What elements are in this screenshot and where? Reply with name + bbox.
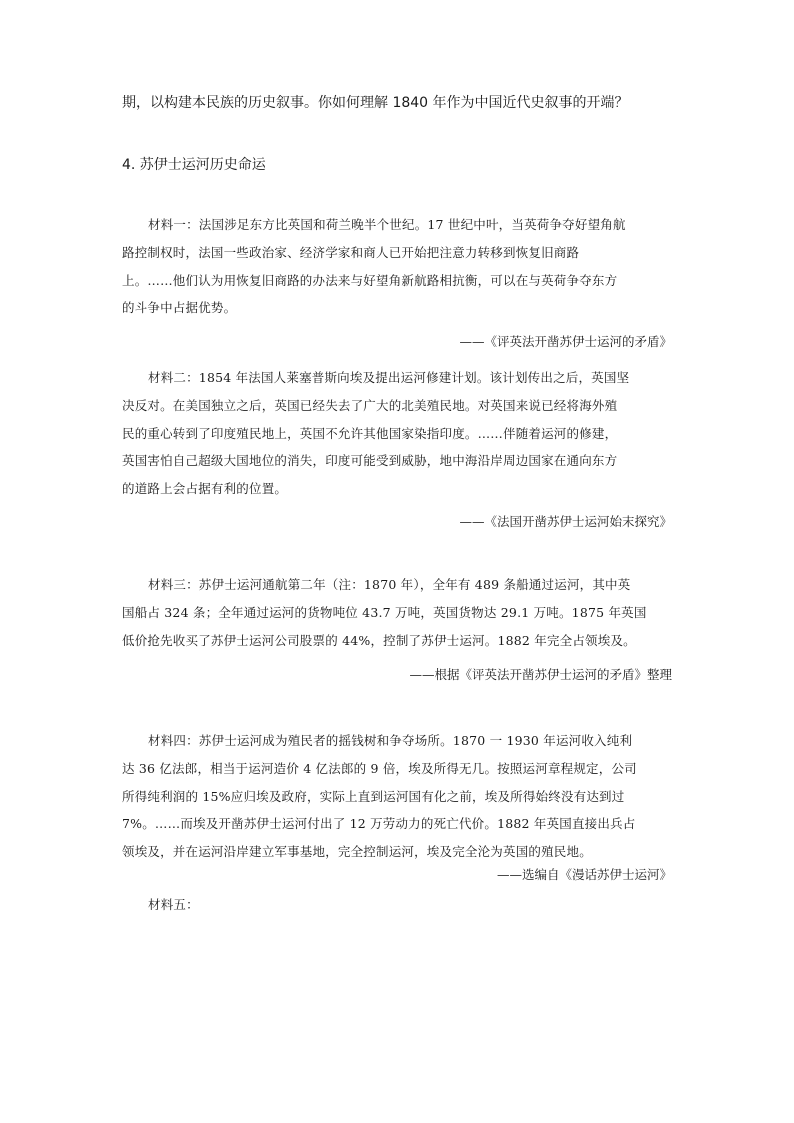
material-3-source: ——根据《评英法开凿苏伊士运河的矛盾》整理 (409, 667, 672, 682)
material-2-line-4: 英国害怕自己超级大国地位的消失，印度可能受到威胁，地中海沿岸周边国家在通向东方 (122, 453, 618, 468)
material-2-line-2: 决反对。在美国独立之后，英国已经失去了广大的北美殖民地。对英国来说已经将海外殖 (122, 398, 618, 413)
section-title: 4. 苏伊士运河历史命运 (122, 157, 266, 173)
material-4-line-3: 所得纯利润的 15%应归埃及政府，实际上直到运河国有化之前，埃及所得始终没有达到过 (122, 789, 625, 804)
material-1-line-4: 的斗争中占据优势。 (122, 300, 237, 315)
material-5-line-1: 材料五： (148, 897, 199, 912)
material-1-source: ——《评英法开凿苏伊士运河的矛盾》 (459, 334, 672, 349)
material-4-line-2: 达 36 亿法郎，相当于运河造价 4 亿法郎的 9 倍，埃及所得无几。按照运河章程规定，公司 (122, 761, 637, 776)
material-1-line-2: 路控制权时，法国一些政治家、经济学家和商人已开始把注意力转移到恢复旧商路 (122, 245, 580, 260)
material-2-source: ——《法国开凿苏伊士运河始末探究》 (459, 514, 672, 529)
material-1-line-1: 材料一：法国涉足东方比英国和荷兰晚半个世纪。17 世纪中叶，当英荷争夺好望角航 (148, 217, 626, 232)
material-2-line-1: 材料二：1854 年法国人莱塞普斯向埃及提出运河修建计划。该计划传出之后，英国坚 (148, 370, 630, 385)
intro-line: 期，以构建本民族的历史叙事。你如何理解 1840 年作为中国近代史叙事的开端？ (122, 95, 629, 111)
material-1-line-3: 上。……他们认为用恢复旧商路的办法来与好望角新航路相抗衡，可以在与英荷争夺东方 (122, 273, 618, 288)
material-3-line-3: 低价抢先收买了苏伊士运河公司股票的 44%，控制了苏伊士运河。1882 年完全占领埃及。 (122, 633, 636, 648)
material-3-line-1: 材料三：苏伊士运河通航第二年（注：1870 年），全年有 489 条船通过运河，其中英 (148, 577, 631, 592)
material-2-line-5: 的道路上会占据有利的位置。 (122, 481, 288, 496)
material-4-line-4: 7%。……而埃及开凿苏伊士运河付出了 12 万劳动力的死亡代价。1882 年英国直接出兵占 (122, 816, 636, 831)
material-2-line-3: 民的重心转到了印度殖民地上，英国不允许其他国家染指印度。……伴随着运河的修建， (122, 426, 618, 441)
material-4-line-5: 领埃及，并在运河沿岸建立军事基地，完全控制运河，埃及完全沦为英国的殖民地。 (122, 844, 592, 859)
material-3-line-2: 国船占 324 条；全年通过运河的货物吨位 43.7 万吨，英国货物达 29.1 万吨。1875 年英国 (122, 605, 647, 620)
material-4-source: ——选编自《漫话苏伊士运河》 (496, 867, 672, 882)
material-4-line-1: 材料四：苏伊士运河成为殖民者的摇钱树和争夺场所。1870 一 1930 年运河收入纯利 (148, 733, 633, 748)
